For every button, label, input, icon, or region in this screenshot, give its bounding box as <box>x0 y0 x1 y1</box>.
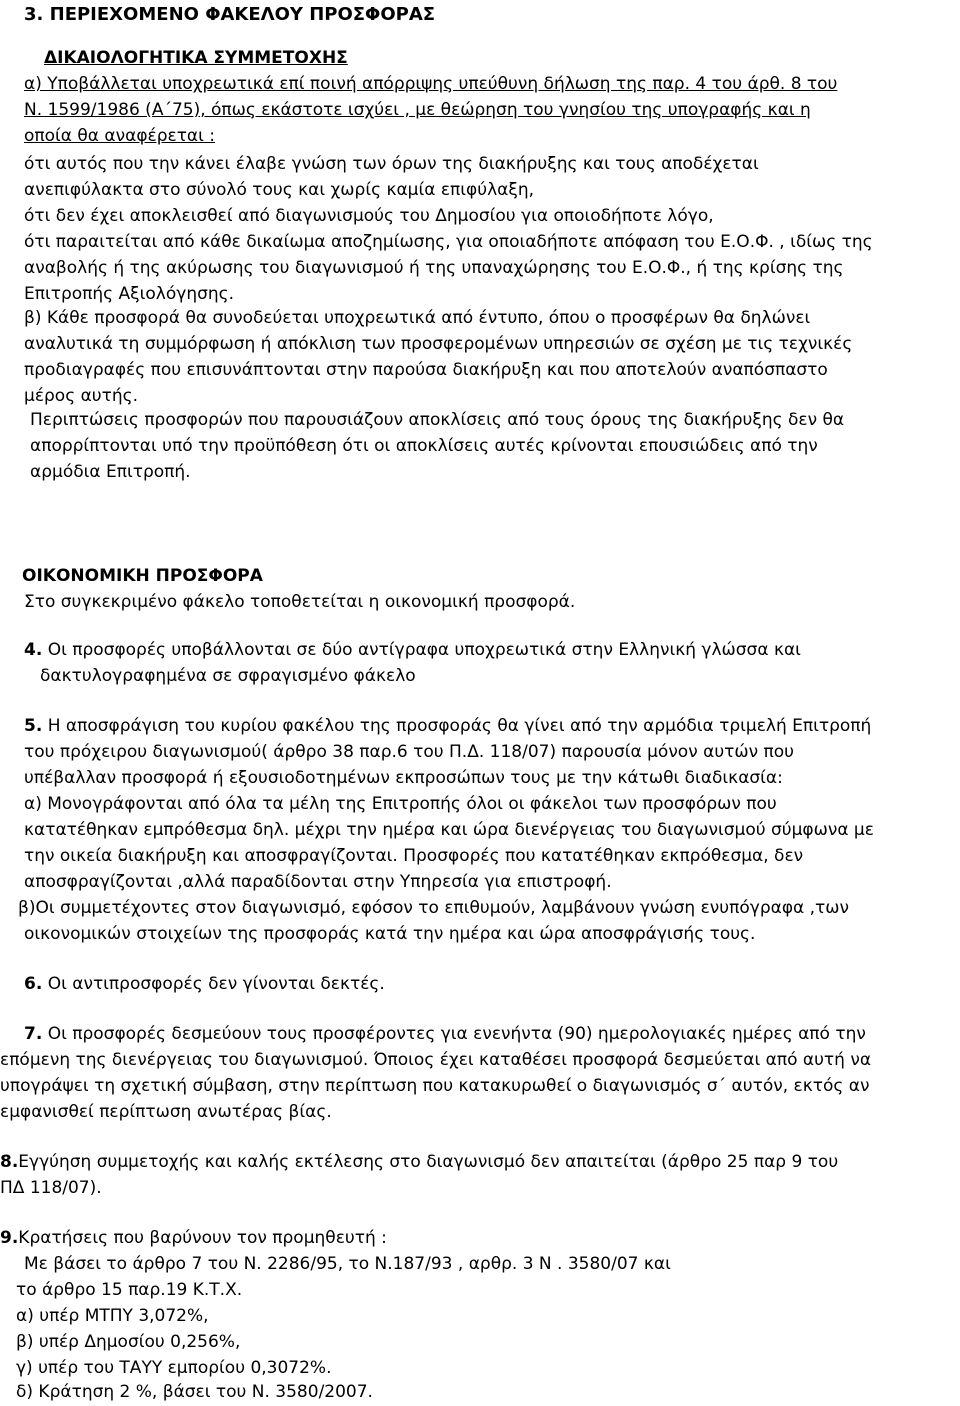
para-a-line-1: α) Υποβάλλεται υποχρεωτικά επί ποινή απόρριψης υπεύθυνη δήλωση της παρ. 4 του άρθ. 8 του <box>24 74 838 94</box>
para-b-line-1: β) Κάθε προσφορά θα συνοδεύεται υποχρεωτικά από έντυπο, όπου ο προσφέρων θα δηλώνει <box>24 308 811 328</box>
item-9-number: 9. <box>0 1228 19 1248</box>
financial-offer-text: Στο συγκεκριμένο φάκελο τοποθετείται η οικονομική προσφορά. <box>24 592 576 612</box>
item-7-line-2: επόμενη της διενέργειας του διαγωνισμού. Όποιος έχει καταθέσει προσφορά δεσμεύεται από αυτή να <box>0 1050 872 1070</box>
item-9-line-4: α) υπέρ ΜΤΠΥ 3,072%, <box>16 1306 209 1326</box>
para-a-line-7: ότι παραιτείται από κάθε δικαίωμα αποζημίωσης, για οποιαδήποτε απόφαση του Ε.Ο.Φ. , ιδίως της <box>24 232 873 252</box>
para-a-line-2: Ν. 1599/1986 (Α΄75), όπως εκάστοτε ισχύει , με θεώρηση του γνησίου της υπογραφής και η <box>24 100 811 120</box>
item-7-text: Οι προσφορές δεσμεύουν τους προσφέροντες για ενενήντα (90) ημερολογιακές ημέρες από την <box>42 1024 866 1044</box>
para-a-line-3: οποία θα αναφέρεται : <box>24 126 216 146</box>
item-5-line-8: β)Οι συμμετέχοντες στον διαγωνισμό, εφόσον το επιθυμούν, λαμβάνουν γνώση ενυπόγραφα ,των <box>18 898 850 918</box>
participation-docs-heading: ΔΙΚΑΙΟΛΟΓΗΤΙΚΑ ΣΥΜΜΕΤΟΧΗΣ <box>44 48 348 68</box>
para-c-line-2: απορρίπτονται υπό την προϋπόθεση ότι οι αποκλίσεις αυτές κρίνονται επουσιώδεις από την <box>30 436 818 456</box>
financial-offer-heading: ΟΙΚΟΝΟΜΙΚΗ ΠΡΟΣΦΟΡΑ <box>22 566 263 586</box>
para-a-line-5: ανεπιφύλακτα στο σύνολό τους και χωρίς καμία επιφύλαξη, <box>24 180 535 200</box>
para-b-line-4: μέρος αυτής. <box>24 386 139 406</box>
item-5-text: Η αποσφράγιση του κυρίου φακέλου της προσφοράς θα γίνει από την αρμόδια τριμελή Επιτροπή <box>42 716 872 736</box>
item-8-line-2: ΠΔ 118/07). <box>0 1178 102 1198</box>
item-5-line-1 <box>24 714 871 740</box>
item-5-line-3: υπέβαλλαν προσφορά ή εξουσιοδοτημένων εκπροσώπων τους με την κάτωθι διαδικασία: <box>24 768 783 788</box>
item-9-line-3: το άρθρο 15 παρ.19 Κ.Τ.Χ. <box>16 1280 243 1300</box>
item-6-line <box>24 972 385 998</box>
item-5-line-2: του πρόχειρου διαγωνισμού( άρθρο 38 παρ.6 του Π.Δ. 118/07) παρουσία μόνον αυτών που <box>24 742 794 762</box>
para-a-line-9: Επιτροπής Αξιολόγησης. <box>24 284 235 304</box>
item-7-line-3: υπογράψει τη σχετική σύμβαση, στην περίπτωση που κατακυρωθεί ο διαγωνισμός σ΄ αυτόν, εκτός αν <box>0 1076 870 1096</box>
item-4-line-1 <box>24 638 801 664</box>
para-b-line-3: προδιαγραφές που επισυνάπτονται στην παρούσα διακήρυξη και που αποτελούν αναπόσπαστο <box>24 360 828 380</box>
item-4-number: 4. <box>24 640 43 660</box>
para-c-line-3: αρμόδια Επιτροπή. <box>30 462 191 482</box>
item-5-line-6: την οικεία διακήρυξη και αποσφραγίζονται. Προσφορές που κατατέθηκαν εκπρόθεσμα, δεν <box>24 846 804 866</box>
para-b-line-2: αναλυτικά τη συμμόρφωση ή απόκλιση των προσφερομένων υπηρεσιών σε σχέση με τις τεχνικές <box>24 334 853 354</box>
para-c-line-1: Περιπτώσεις προσφορών που παρουσιάζουν αποκλίσεις από τους όρους της διακήρυξης δεν θα <box>30 410 845 430</box>
item-9-line-5: β) υπέρ Δημοσίου 0,256%, <box>16 1332 241 1352</box>
item-5-line-4: α) Μονογράφονται από όλα τα μέλη της Επιτροπής όλοι οι φάκελοι των προσφόρων που <box>24 794 777 814</box>
para-a-line-4: ότι αυτός που την κάνει έλαβε γνώση των όρων της διακήρυξης και τους αποδέχεται <box>24 154 759 174</box>
item-9-line-6: γ) υπέρ του ΤΑΥΥ εμπορίου 0,3072%. <box>16 1358 332 1378</box>
item-9-text: Κρατήσεις που βαρύνουν τον προμηθευτή : <box>18 1228 387 1248</box>
item-8-number: 8. <box>0 1152 19 1172</box>
item-4-line-2: δακτυλογραφημένα σε σφραγισμένο φάκελο <box>40 666 416 686</box>
item-5-line-9: οικονομικών στοιχείων της προσφοράς κατά την ημέρα και ώρα αποσφράγισής τους. <box>24 924 756 944</box>
section-3-heading: 3. ΠΕΡΙΕΧΟΜΕΝΟ ΦΑΚΕΛΟΥ ΠΡΟΣΦΟΡΑΣ <box>24 4 436 25</box>
item-8-text: Εγγύηση συμμετοχής και καλής εκτέλεσης στο διαγωνισμό δεν απαιτείται (άρθρο 25 παρ 9 του <box>18 1152 839 1172</box>
item-5-number: 5. <box>24 716 43 736</box>
item-5-line-5: κατατέθηκαν εμπρόθεσμα δηλ. μέχρι την ημέρα και ώρα διενέργειας του διαγωνισμού σύμφωνα με <box>24 820 874 840</box>
item-9-line-7: δ) Κράτηση 2 %, βάσει του Ν. 3580/2007. <box>16 1382 373 1402</box>
item-6-text: Οι αντιπροσφορές δεν γίνονται δεκτές. <box>42 974 385 994</box>
item-9-line-1 <box>0 1226 387 1252</box>
item-6-number: 6. <box>24 974 43 994</box>
para-a-line-6: ότι δεν έχει αποκλεισθεί από διαγωνισμούς του Δημοσίου για οποιοδήποτε λόγο, <box>24 206 714 226</box>
item-8-line-1 <box>0 1150 838 1176</box>
item-5-line-7: αποσφραγίζονται ,αλλά παραδίδονται στην Υπηρεσία για επιστροφή. <box>24 872 612 892</box>
item-7-number: 7. <box>24 1024 43 1044</box>
item-4-text: Οι προσφορές υποβάλλονται σε δύο αντίγραφα υποχρεωτικά στην Ελληνική γλώσσα και <box>42 640 801 660</box>
item-7-line-4: εμφανισθεί περίπτωση ανωτέρας βίας. <box>0 1102 332 1122</box>
item-7-line-1 <box>24 1022 866 1048</box>
item-9-line-2: Με βάσει το άρθρο 7 του Ν. 2286/95, το Ν.187/93 , αρθρ. 3 Ν . 3580/07 και <box>24 1254 671 1274</box>
para-a-line-8: αναβολής ή της ακύρωσης του διαγωνισμού ή της υπαναχώρησης του Ε.Ο.Φ., ή της κρίσης της <box>24 258 844 278</box>
